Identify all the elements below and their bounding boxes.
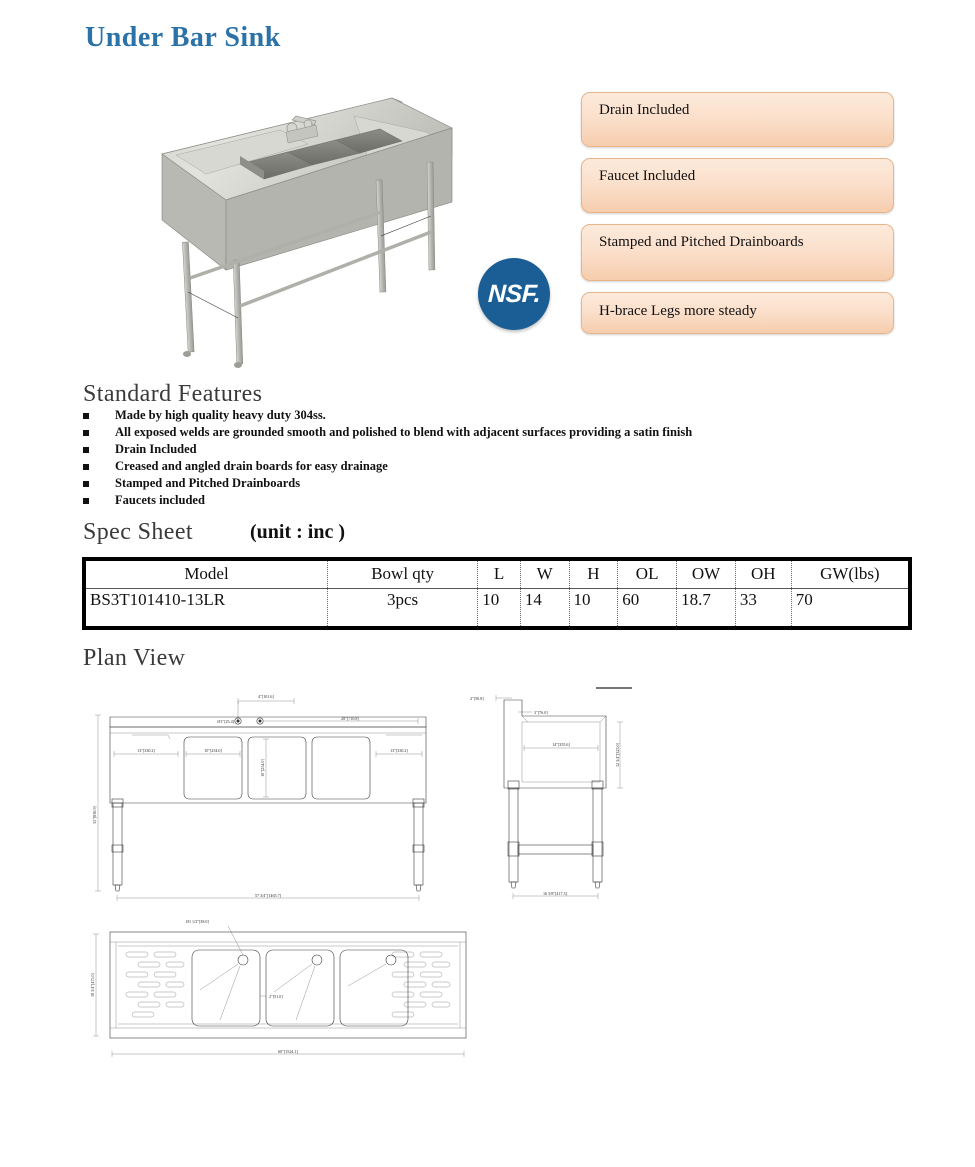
- cell-ow: 18.7: [677, 588, 736, 626]
- top-plan-drawing: [88, 908, 488, 1068]
- feature-label: H-brace Legs more steady: [599, 303, 757, 319]
- feature-box-faucet[interactable]: [581, 158, 894, 213]
- list-item: [83, 459, 843, 475]
- list-item-label: Stamped and Pitched Drainboards: [115, 476, 301, 490]
- list-item: [83, 476, 843, 492]
- list-item-label: Made by high quality heavy duty 304ss.: [115, 408, 326, 422]
- dim-right-13in: 13"[330.2]: [390, 748, 408, 753]
- table-row: [86, 588, 908, 626]
- dim-12-75in: 12 3/4"[323.0]: [615, 743, 620, 767]
- cell-model: BS3T101410-13LR: [86, 588, 328, 626]
- col-w: W: [520, 561, 569, 588]
- feature-box-drain[interactable]: [581, 92, 894, 147]
- feature-label: Stamped and Pitched Drainboards: [599, 234, 804, 250]
- feature-label: Drain Included: [599, 102, 690, 118]
- dim-14in: 14"[355.6]: [552, 742, 570, 747]
- dim-bowl-10in: 10"[254.0]: [204, 748, 222, 753]
- list-item-label: Drain Included: [115, 442, 197, 456]
- list-item-label: Faucets included: [115, 493, 205, 507]
- col-gw: GW(lbs): [791, 561, 908, 588]
- square-bullet-icon: [83, 413, 89, 419]
- cell-ol: 60: [618, 588, 677, 626]
- cell-bowl-qty: 3pcs: [328, 588, 478, 626]
- col-model: Model: [86, 561, 328, 588]
- standard-features-list: [83, 408, 843, 510]
- cell-l: 10: [478, 588, 521, 626]
- dim-2in-gap: 2"[51.0]: [269, 994, 283, 999]
- dim-28in: 28"[710.8]: [341, 716, 359, 721]
- list-item-label: All exposed welds are grounded smooth and polished to blend with adjacent surfaces providing a satin finish: [115, 425, 693, 439]
- col-l: L: [478, 561, 521, 588]
- dim-2in: 2"[50.8]: [470, 696, 484, 701]
- dim-height: 35"[836.9]: [92, 806, 97, 824]
- col-bowl-qty: Bowl qty: [328, 561, 478, 588]
- cell-w: 14: [520, 588, 569, 626]
- dim-16-625in: 16 5/8"[417.3]: [543, 891, 567, 896]
- list-item: [83, 408, 843, 424]
- nsf-circle: [478, 258, 550, 330]
- dim-depth: 18 3/4"[475.0]: [90, 973, 95, 997]
- page-title: Under Bar Sink: [85, 22, 281, 53]
- spec-table: [82, 557, 912, 630]
- feature-box-hbrace[interactable]: [581, 292, 894, 334]
- dim-left-13in: 13"[330.2]: [137, 748, 155, 753]
- dim-bowl-depth-10in: 10"[254.0]: [260, 759, 265, 777]
- square-bullet-icon: [83, 447, 89, 453]
- dim-3in: 3"[76.0]: [534, 710, 548, 715]
- col-ow: OW: [677, 561, 736, 588]
- side-elevation-drawing: [462, 682, 662, 910]
- spec-sheet-heading: Spec Sheet: [83, 519, 193, 545]
- col-h: H: [569, 561, 618, 588]
- square-bullet-icon: [83, 481, 89, 487]
- square-bullet-icon: [83, 464, 89, 470]
- spec-unit-note: (unit : inc ): [250, 521, 345, 543]
- list-item: [83, 425, 843, 441]
- nsf-logo: [478, 258, 554, 334]
- table-header-row: [86, 561, 908, 588]
- dim-overall-length: 60"[1524.1]: [278, 1049, 298, 1054]
- list-item: [83, 442, 843, 458]
- cell-oh: 33: [735, 588, 791, 626]
- dim-hole-1in: Ø1"[25.4]: [217, 719, 234, 724]
- square-bullet-icon: [83, 430, 89, 436]
- col-oh: OH: [735, 561, 791, 588]
- plan-view-heading: Plan View: [83, 645, 186, 671]
- nsf-label: NSF.: [487, 279, 541, 308]
- cell-h: 10: [569, 588, 618, 626]
- dim-drain-hole: Ø1 1/2"[38.0]: [186, 919, 209, 924]
- feature-highlights: [581, 92, 894, 345]
- list-item-label: Creased and angled drain boards for easy drainage: [115, 459, 388, 473]
- dim-4in: 4"[101.6]: [258, 694, 274, 699]
- feature-box-drainboards[interactable]: [581, 224, 894, 281]
- cell-gw: 70: [795, 589, 813, 609]
- col-ol: OL: [618, 561, 677, 588]
- standard-features-heading: Standard Features: [83, 381, 263, 407]
- feature-label: Faucet Included: [599, 168, 696, 184]
- square-bullet-icon: [83, 498, 89, 504]
- product-photo: [140, 92, 460, 370]
- list-item: [83, 493, 843, 509]
- dim-overall-width: 57 3/4"[1465.7]: [254, 893, 282, 898]
- front-elevation-drawing: [88, 685, 448, 910]
